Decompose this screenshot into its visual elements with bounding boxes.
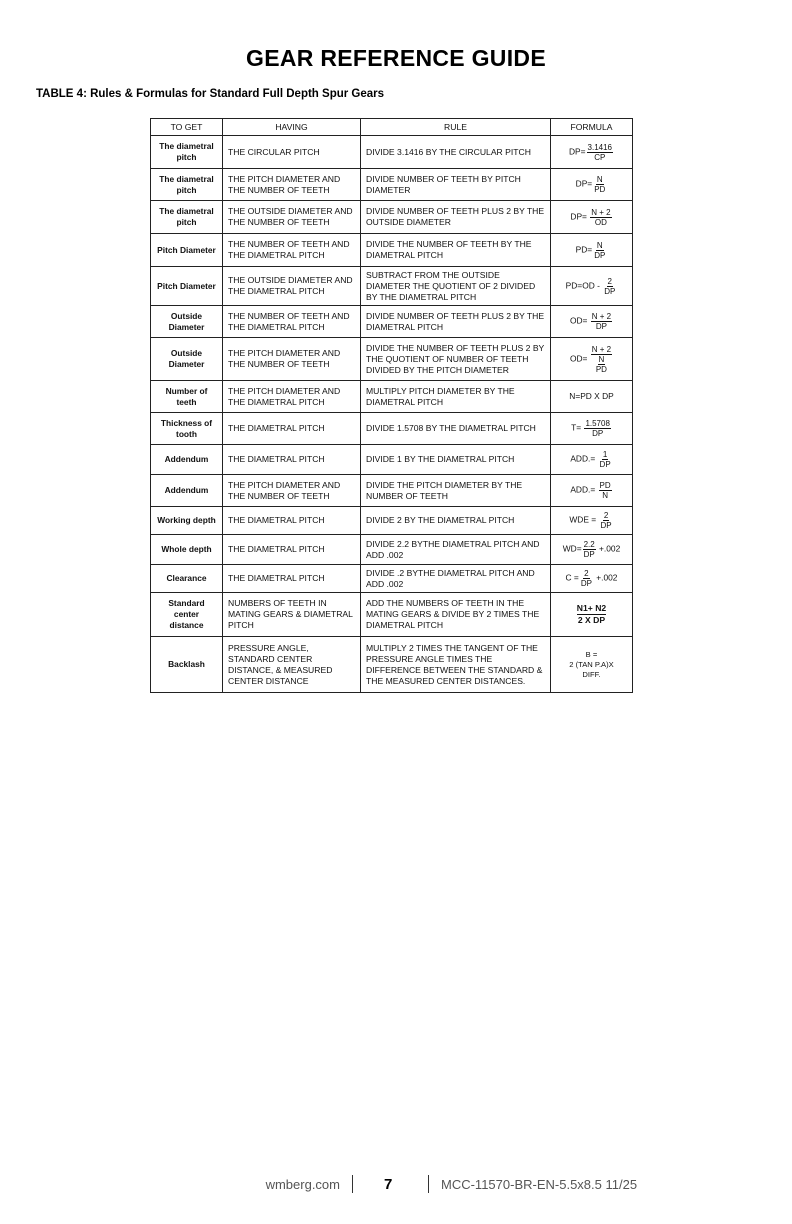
formula-fraction bbox=[599, 511, 612, 530]
cell-having: THE NUMBER OF TEETH AND THE DIAMETRAL PITCH bbox=[223, 234, 361, 267]
cell-having: THE OUTSIDE DIAMETER AND THE DIAMETRAL PITCH bbox=[223, 267, 361, 306]
formula-numerator: 2 bbox=[603, 511, 609, 520]
cell-to-get: Whole depth bbox=[151, 535, 223, 565]
cell-formula bbox=[551, 637, 633, 693]
page-footer bbox=[0, 1175, 792, 1195]
cell-rule: DIVIDE 1 BY THE DIAMETRAL PITCH bbox=[361, 445, 551, 475]
formula-prefix: DP= bbox=[569, 146, 586, 157]
table-row bbox=[151, 475, 633, 507]
cell-rule: ADD THE NUMBERS OF TEETH IN THE MATING GEARS & DIVIDE BY 2 TIMES THE DIAMETRAL PITCH bbox=[361, 593, 551, 637]
cell-rule: MULTIPLY 2 TIMES THE TANGENT OF THE PRESSURE ANGLE TIMES THE DIFFERENCE BETWEEN THE STANDARD & THE MEASURED CENTER DISTANCES. bbox=[361, 637, 551, 693]
cell-rule: DIVIDE THE PITCH DIAMETER BY THE NUMBER OF TEETH bbox=[361, 475, 551, 507]
formula-fraction bbox=[590, 208, 611, 227]
table-row bbox=[151, 169, 633, 201]
formula-suffix: +.002 bbox=[596, 543, 621, 554]
formula-fraction bbox=[580, 569, 593, 588]
cell-formula bbox=[551, 136, 633, 169]
table-row bbox=[151, 445, 633, 475]
cell-having: THE DIAMETRAL PITCH bbox=[223, 535, 361, 565]
cell-to-get: Thickness of tooth bbox=[151, 413, 223, 445]
header-having: HAVING bbox=[223, 119, 361, 136]
cell-rule: DIVIDE 1.5708 BY THE DIAMETRAL PITCH bbox=[361, 413, 551, 445]
cell-formula bbox=[551, 169, 633, 201]
cell-rule: DIVIDE 3.1416 BY THE CIRCULAR PITCH bbox=[361, 136, 551, 169]
table-row bbox=[151, 593, 633, 637]
formula-denominator: OD bbox=[594, 217, 607, 227]
cell-to-get: The diametral pitch bbox=[151, 169, 223, 201]
cell-to-get: Pitch Diameter bbox=[151, 267, 223, 306]
table-header-row bbox=[151, 119, 633, 136]
cell-having: THE OUTSIDE DIAMETER AND THE NUMBER OF TEETH bbox=[223, 201, 361, 234]
cell-having: THE PITCH DIAMETER AND THE NUMBER OF TEETH bbox=[223, 169, 361, 201]
cell-formula bbox=[551, 234, 633, 267]
formula-prefix: OD= bbox=[569, 315, 590, 326]
formula-numerator: 2.2 bbox=[583, 540, 595, 549]
page-title: GEAR REFERENCE GUIDE bbox=[246, 45, 546, 72]
cell-formula bbox=[551, 507, 633, 535]
cell-formula bbox=[551, 381, 633, 413]
formula-fraction bbox=[599, 450, 612, 469]
formula-denominator: DP bbox=[583, 550, 595, 559]
cell-having: THE NUMBER OF TEETH AND THE DIAMETRAL PITCH bbox=[223, 306, 361, 338]
cell-formula bbox=[551, 306, 633, 338]
formula-fraction bbox=[577, 603, 606, 626]
table-row bbox=[151, 413, 633, 445]
formula-denominator: DP bbox=[580, 579, 592, 588]
formula-fraction bbox=[583, 540, 596, 559]
formula-prefix: PD=OD - bbox=[565, 280, 603, 291]
cell-to-get: Outside Diameter bbox=[151, 338, 223, 381]
cell-rule: SUBTRACT FROM THE OUTSIDE DIAMETER THE QUOTIENT OF 2 DIVIDED BY THE DIAMETRAL PITCH bbox=[361, 267, 551, 306]
header-formula: FORMULA bbox=[551, 119, 633, 136]
header-to-get: TO GET bbox=[151, 119, 223, 136]
cell-to-get: Addendum bbox=[151, 445, 223, 475]
formula-prefix: DP= bbox=[575, 178, 593, 189]
cell-having: THE DIAMETRAL PITCH bbox=[223, 507, 361, 535]
table-row bbox=[151, 535, 633, 565]
table-row bbox=[151, 201, 633, 234]
formula-numerator: N bbox=[598, 354, 605, 364]
formula-denominator: PD bbox=[594, 185, 606, 194]
formula-numerator: N + 2 bbox=[591, 207, 611, 217]
formula-denominator: DP bbox=[594, 250, 606, 260]
table-row bbox=[151, 234, 633, 267]
formula-prefix: PD= bbox=[575, 244, 593, 255]
cell-formula bbox=[551, 565, 633, 593]
cell-rule: DIVIDE NUMBER OF TEETH PLUS 2 BY THE OUTSIDE DIAMETER bbox=[361, 201, 551, 234]
cell-rule: DIVIDE THE NUMBER OF TEETH BY THE DIAMETRAL PITCH bbox=[361, 234, 551, 267]
cell-to-get: Pitch Diameter bbox=[151, 234, 223, 267]
formula-denominator: DP bbox=[595, 322, 607, 331]
footer-page-number: 7 bbox=[384, 1176, 393, 1193]
cell-having: THE DIAMETRAL PITCH bbox=[223, 413, 361, 445]
cell-to-get: The diametral pitch bbox=[151, 136, 223, 169]
formula-fraction bbox=[599, 481, 612, 500]
formula-fraction bbox=[584, 419, 610, 438]
cell-to-get: Clearance bbox=[151, 565, 223, 593]
formula-denominator: DP bbox=[604, 286, 616, 296]
formula-fraction bbox=[593, 175, 606, 194]
cell-having: THE DIAMETRAL PITCH bbox=[223, 445, 361, 475]
formula-numerator: 2 bbox=[607, 276, 612, 286]
formula-prefix: WD= bbox=[562, 543, 582, 554]
formula-prefix: WDE = bbox=[569, 514, 599, 525]
formula-denominator: PD bbox=[595, 364, 607, 374]
formula-numerator: 1.5708 bbox=[585, 419, 610, 428]
cell-to-get: Number of teeth bbox=[151, 381, 223, 413]
formula-fraction bbox=[587, 143, 613, 162]
formula-prefix: OD= bbox=[569, 353, 590, 364]
formula-fraction bbox=[603, 277, 616, 296]
table-row bbox=[151, 565, 633, 593]
formula-stack bbox=[569, 650, 613, 680]
formula-numerator: N bbox=[596, 240, 603, 250]
cell-rule: DIVIDE NUMBER OF TEETH PLUS 2 BY THE DIAMETRAL PITCH bbox=[361, 306, 551, 338]
formula-numerator: PD bbox=[599, 481, 611, 490]
footer-site: wmberg.com bbox=[265, 1177, 340, 1192]
cell-having: THE PITCH DIAMETER AND THE DIAMETRAL PITCH bbox=[223, 381, 361, 413]
formula-numerator: N + 2 bbox=[591, 312, 612, 321]
footer-divider bbox=[428, 1175, 429, 1193]
cell-to-get: The diametral pitch bbox=[151, 201, 223, 234]
formula-denominator: CP bbox=[594, 152, 606, 162]
table-row bbox=[151, 306, 633, 338]
cell-to-get: Backlash bbox=[151, 637, 223, 693]
footer-doc-code: MCC-11570-BR-EN-5.5x8.5 11/25 bbox=[441, 1177, 638, 1192]
cell-formula bbox=[551, 535, 633, 565]
formula-denominator: DP bbox=[600, 521, 612, 530]
formula-numerator: 2 bbox=[584, 569, 589, 578]
formula-prefix: ADD.= bbox=[570, 484, 598, 495]
table-caption: TABLE 4: Rules & Formulas for Standard Full Depth Spur Gears bbox=[36, 88, 385, 100]
formula-numerator: N + 2 bbox=[591, 344, 612, 354]
formula-denominator bbox=[594, 355, 609, 374]
cell-formula bbox=[551, 475, 633, 507]
table-row bbox=[151, 136, 633, 169]
cell-formula bbox=[551, 413, 633, 445]
table-row bbox=[151, 267, 633, 306]
formula-line: 2 (TAN P.A)X bbox=[569, 659, 614, 669]
header-rule: RULE bbox=[361, 119, 551, 136]
cell-having: THE DIAMETRAL PITCH bbox=[223, 565, 361, 593]
cell-formula bbox=[551, 338, 633, 381]
formula-prefix: T= bbox=[571, 422, 584, 433]
formula-denominator: DP bbox=[592, 429, 604, 438]
formula-numerator: N bbox=[596, 175, 603, 184]
formula-line: B = bbox=[585, 649, 598, 659]
formula-numerator: 1 bbox=[602, 450, 608, 459]
cell-formula bbox=[551, 201, 633, 234]
cell-rule: DIVIDE .2 BYTHE DIAMETRAL PITCH AND ADD .002 bbox=[361, 565, 551, 593]
formula-text: N=PD X DP bbox=[569, 391, 614, 401]
formula-suffix: +.002 bbox=[593, 572, 618, 583]
gear-formula-table bbox=[150, 118, 633, 693]
formula-fraction bbox=[591, 345, 612, 374]
cell-rule: DIVIDE THE NUMBER OF TEETH PLUS 2 BY THE QUOTIENT OF NUMBER OF TEETH DIVIDED BY THE PITCH DIAMETER bbox=[361, 338, 551, 381]
cell-having: THE PITCH DIAMETER AND THE NUMBER OF TEETH bbox=[223, 475, 361, 507]
formula-prefix: ADD.= bbox=[570, 453, 598, 464]
table-row bbox=[151, 507, 633, 535]
formula-numerator: N1+ N2 bbox=[576, 603, 607, 613]
table-row bbox=[151, 381, 633, 413]
cell-rule: DIVIDE 2.2 BYTHE DIAMETRAL PITCH AND ADD .002 bbox=[361, 535, 551, 565]
cell-to-get: Addendum bbox=[151, 475, 223, 507]
formula-fraction bbox=[593, 241, 606, 260]
cell-to-get: Outside Diameter bbox=[151, 306, 223, 338]
cell-to-get: Working depth bbox=[151, 507, 223, 535]
formula-denominator: 2 X DP bbox=[577, 615, 606, 625]
cell-formula bbox=[551, 267, 633, 306]
table-body bbox=[151, 136, 633, 693]
cell-having: THE CIRCULAR PITCH bbox=[223, 136, 361, 169]
table-row bbox=[151, 637, 633, 693]
cell-having: THE PITCH DIAMETER AND THE NUMBER OF TEETH bbox=[223, 338, 361, 381]
table-row bbox=[151, 338, 633, 381]
formula-line: DIFF. bbox=[582, 669, 601, 679]
cell-having: PRESSURE ANGLE, STANDARD CENTER DISTANCE, & MEASURED CENTER DISTANCE bbox=[223, 637, 361, 693]
cell-formula bbox=[551, 593, 633, 637]
cell-to-get: Standard center distance bbox=[151, 593, 223, 637]
cell-having: NUMBERS OF TEETH IN MATING GEARS & DIAMETRAL PITCH bbox=[223, 593, 361, 637]
cell-rule: DIVIDE 2 BY THE DIAMETRAL PITCH bbox=[361, 507, 551, 535]
cell-rule: MULTIPLY PITCH DIAMETER BY THE DIAMETRAL PITCH bbox=[361, 381, 551, 413]
formula-numerator: 3.1416 bbox=[587, 142, 612, 152]
cell-formula bbox=[551, 445, 633, 475]
footer-divider bbox=[352, 1175, 353, 1193]
formula-denominator: N bbox=[602, 491, 608, 500]
cell-rule: DIVIDE NUMBER OF TEETH BY PITCH DIAMETER bbox=[361, 169, 551, 201]
formula-prefix: C = bbox=[565, 572, 579, 583]
formula-fraction bbox=[591, 312, 612, 331]
formula-denominator: DP bbox=[599, 460, 611, 469]
formula-prefix: DP= bbox=[570, 211, 590, 222]
